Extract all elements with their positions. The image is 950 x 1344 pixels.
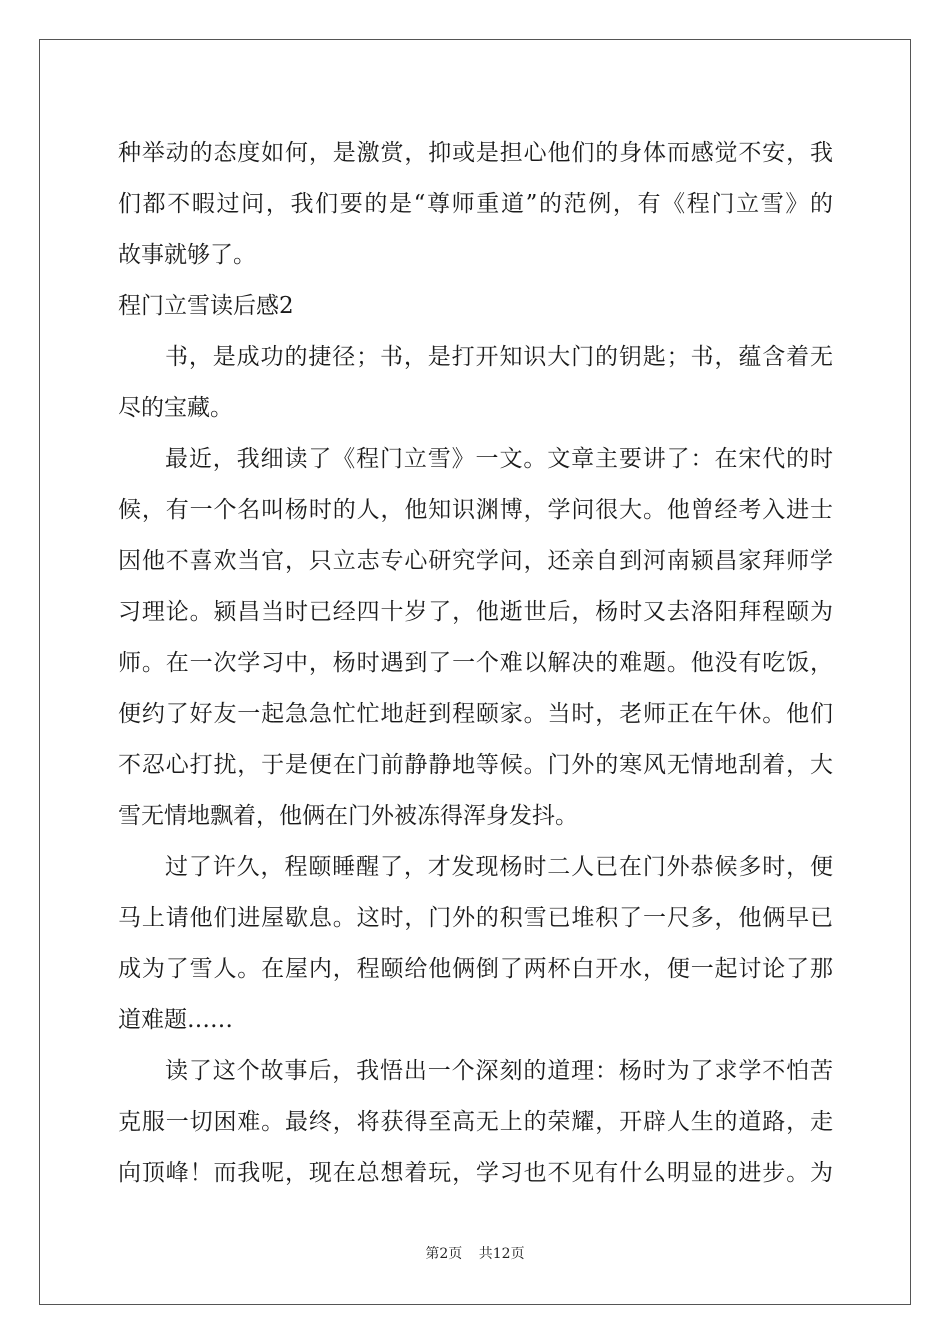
text-line: 们都不暇过问，我们要的是“尊师重道”的范例，有《程门立雪》的 <box>118 191 833 217</box>
page-footer <box>0 1243 950 1263</box>
text-line: 师。在一次学习中，杨时遇到了一个难以解决的难题。他没有吃饭， <box>118 650 833 676</box>
text-line: 最近，我细读了《程门立雪》一文。文章主要讲了：在宋代的时 <box>165 446 833 472</box>
text-line: 书，是成功的捷径；书，是打开知识大门的钥匙；书，蕴含着无 <box>165 344 833 370</box>
text-line: 习理论。颍昌当时已经四十岁了，他逝世后，杨时又去洛阳拜程颐为 <box>118 599 833 625</box>
text-line: 候，有一个名叫杨时的人，他知识渊博，学问很大。他曾经考入进士 <box>118 497 833 523</box>
section-heading: 程门立雪读后感2 <box>118 293 294 319</box>
text-line: 道难题…… <box>118 1007 233 1033</box>
text-line: 种举动的态度如何，是激赏，抑或是担心他们的身体而感觉不安，我 <box>118 140 833 166</box>
text-line: 雪无情地飘着，他俩在门外被冻得浑身发抖。 <box>118 803 578 829</box>
text-line: 马上请他们进屋歇息。这时，门外的积雪已堆积了一尺多，他俩早已 <box>118 905 833 931</box>
page-total: 共12页 <box>478 1246 525 1262</box>
text-line: 便约了好友一起急急忙忙地赶到程颐家。当时，老师正在午休。他们 <box>118 701 833 727</box>
text-line: 读了这个故事后，我悟出一个深刻的道理：杨时为了求学不怕苦 <box>165 1058 833 1084</box>
text-line: 克服一切困难。最终，将获得至高无上的荣耀，开辟人生的道路，走 <box>118 1109 833 1135</box>
page-number: 第2页 <box>425 1246 463 1262</box>
text-line: 不忍心打扰，于是便在门前静静地等候。门外的寒风无情地刮着，大 <box>118 752 833 778</box>
text-line: 因他不喜欢当官，只立志专心研究学问，还亲自到河南颍昌家拜师学 <box>118 548 833 574</box>
text-line: 向顶峰！而我呢，现在总想着玩，学习也不见有什么明显的进步。为 <box>118 1160 833 1186</box>
text-line: 成为了雪人。在屋内，程颐给他俩倒了两杯白开水，便一起讨论了那 <box>118 956 833 982</box>
text-line: 过了许久，程颐睡醒了，才发现杨时二人已在门外恭候多时，便 <box>165 854 833 880</box>
text-line: 尽的宝藏。 <box>118 395 233 421</box>
document-body <box>118 128 833 1199</box>
text-line: 故事就够了。 <box>118 242 256 268</box>
